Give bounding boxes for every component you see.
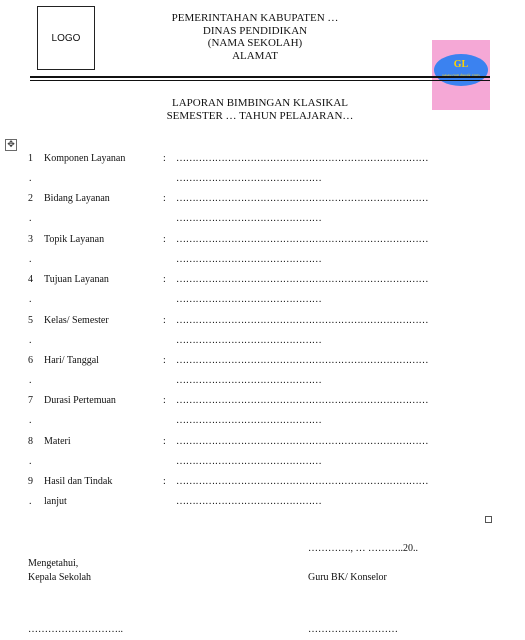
row-number: 5 xyxy=(28,314,33,326)
row-number: 6 xyxy=(28,355,33,366)
row-fill-line-2: ……………………………………… xyxy=(176,334,322,346)
form-row xyxy=(0,476,525,516)
row-label: Hari/ Tanggal xyxy=(44,355,99,366)
form-row xyxy=(0,153,525,193)
row-label: Komponen Layanan xyxy=(44,153,126,164)
report-title-line-1: LAPORAN BIMBINGAN KLASIKAL xyxy=(172,97,348,109)
row-colon: : xyxy=(163,274,166,286)
principal-title: Kepala Sekolah xyxy=(28,572,92,583)
row-colon: : xyxy=(163,476,166,488)
row-bullet: . xyxy=(29,213,32,225)
row-colon: : xyxy=(163,395,166,407)
row-number: 7 xyxy=(28,395,33,407)
principal-signature-line: ……………………….. xyxy=(28,624,123,635)
row-number: 3 xyxy=(28,233,33,245)
letterhead-line-1: PEMERINTAHAN KABUPATEN … xyxy=(171,12,339,24)
row-colon: : xyxy=(163,193,166,205)
letterhead-line-3: (NAMA SEKOLAH) xyxy=(207,37,303,49)
place-date-line: …………., … ………..20.. xyxy=(308,543,418,554)
letterhead-line-4: ALAMAT xyxy=(232,49,278,62)
form-row xyxy=(0,274,525,314)
row-colon: : xyxy=(163,233,166,245)
row-fill-line-2: ……………………………………… xyxy=(176,213,322,225)
row-fill-line-2: ……………………………………… xyxy=(176,415,322,427)
row-label-continued: lanjut xyxy=(44,496,67,508)
row-fill-line-2: ……………………………………… xyxy=(176,455,322,467)
row-label: Bidang Layanan xyxy=(44,193,110,205)
row-label: Hasil dan Tindak xyxy=(44,476,113,488)
table-move-handle-icon[interactable]: ✥ xyxy=(5,139,17,151)
row-fill-line-2: ……………………………………… xyxy=(176,173,322,184)
row-number: 8 xyxy=(28,435,33,447)
row-colon: : xyxy=(163,314,166,326)
row-fill-line-1: …………………………………………………………………… xyxy=(176,476,429,488)
watermark-gl-text: GL xyxy=(453,59,469,70)
row-bullet: . xyxy=(29,253,32,265)
row-fill-line-1: …………………………………………………………………… xyxy=(176,233,429,245)
row-bullet: . xyxy=(29,415,32,427)
logo-text: LOGO xyxy=(51,32,81,44)
row-fill-line-1: …………………………………………………………………… xyxy=(176,314,429,326)
acknowledged-text: Mengetahui, xyxy=(28,558,79,569)
row-fill-line-1: …………………………………………………………………… xyxy=(176,193,429,205)
form-row xyxy=(0,193,525,233)
row-fill-line-2: ……………………………………… xyxy=(176,496,322,508)
report-title-line-2: SEMESTER … TAHUN PELAJARAN… xyxy=(166,110,354,122)
form-row xyxy=(0,436,525,476)
row-colon: : xyxy=(163,435,166,447)
row-fill-line-1: …………………………………………………………………… xyxy=(176,355,429,366)
row-number: 9 xyxy=(28,476,33,488)
form-row xyxy=(0,355,525,395)
paragraph-end-mark xyxy=(485,516,492,523)
row-number: 1 xyxy=(28,153,33,164)
row-bullet: . xyxy=(29,294,32,306)
row-bullet: . xyxy=(29,334,32,346)
row-label: Tujuan Layanan xyxy=(44,274,109,286)
form-row xyxy=(0,315,525,355)
row-fill-line-2: ……………………………………… xyxy=(176,375,322,386)
row-label: Materi xyxy=(44,435,71,447)
row-bullet: . xyxy=(29,496,32,508)
row-colon: : xyxy=(163,355,166,366)
row-number: 2 xyxy=(28,193,33,205)
row-fill-line-1: …………………………………………………………………… xyxy=(176,274,429,286)
row-colon: : xyxy=(163,153,166,164)
row-number: 4 xyxy=(28,274,33,286)
row-bullet: . xyxy=(29,173,32,184)
counselor-title: Guru BK/ Konselor xyxy=(308,572,387,583)
row-label: Kelas/ Semester xyxy=(44,314,109,326)
row-bullet: . xyxy=(29,375,32,386)
form-row xyxy=(0,395,525,435)
counselor-signature-line: ……………………… xyxy=(308,624,398,635)
row-fill-line-2: ……………………………………… xyxy=(176,253,322,265)
row-label: Topik Layanan xyxy=(44,233,105,245)
row-fill-line-1: …………………………………………………………………… xyxy=(176,435,429,447)
row-bullet: . xyxy=(29,455,32,467)
row-fill-line-1: …………………………………………………………………… xyxy=(176,395,429,407)
row-label: Durasi Pertemuan xyxy=(44,395,116,407)
letterhead-line-2: DINAS PENDIDIKAN xyxy=(202,24,308,37)
row-fill-line-2: ……………………………………… xyxy=(176,294,322,306)
row-fill-line-1: …………………………………………………………………… xyxy=(176,153,429,164)
form-row xyxy=(0,234,525,274)
